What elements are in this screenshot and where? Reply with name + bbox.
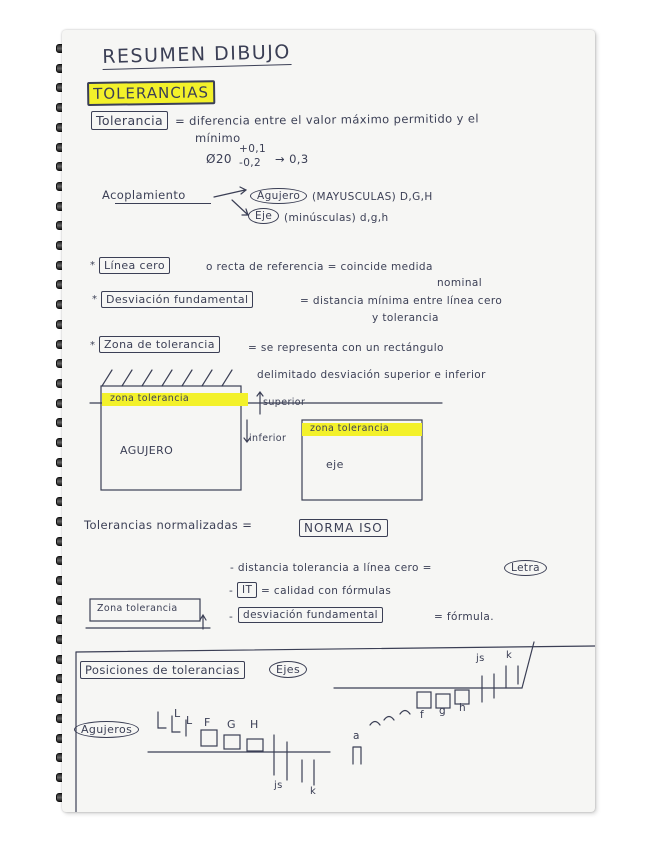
tolerancia-definition-line1: = diferencia entre el valor máximo permitido y el (175, 111, 480, 128)
zona-def-line1: = se representa con un rectángulo (248, 342, 444, 354)
page-title: RESUMEN DIBUJO (102, 41, 292, 68)
zona-tolerancia-mini: Zona tolerancia (97, 603, 178, 614)
hole-letter-H: H (250, 718, 259, 731)
linea-cero-term: Línea cero (99, 257, 170, 274)
desviacion-def-line2: y tolerancia (372, 312, 439, 324)
norma-iso-box: NORMA ISO (299, 519, 388, 537)
zona-term: Zona de tolerancia (99, 336, 220, 353)
tolerancia-example-upper: +0,1 (239, 143, 267, 155)
shaft-top-k: k (506, 650, 513, 661)
normalizadas-bullet-1: - distancia tolerancia a línea cero = (230, 562, 432, 574)
hole-letter-F: F (204, 716, 211, 729)
tolerancia-example-base: Ø20 (206, 152, 232, 166)
linea-cero-bullet: * (90, 260, 96, 271)
superior-label: superior (263, 397, 306, 408)
desviacion-term: Desviación fundamental (101, 291, 253, 308)
eje-rest: (minúsculas) d,g,h (284, 212, 389, 224)
eje-label: Eje (248, 208, 279, 224)
tolerancia-term: Tolerancia (91, 111, 168, 130)
desviacion-def-line1: = distancia mínima entre línea cero (300, 295, 503, 307)
eje-diagram-label: eje (326, 458, 344, 471)
shaft-letter-h: h (459, 702, 467, 714)
tolerancia-example-lower: -0,2 (239, 157, 262, 169)
hole-letter-G: G (227, 718, 236, 731)
ejes-label: Ejes (269, 661, 307, 678)
posiciones-term: Posiciones de tolerancias (80, 661, 245, 679)
bullet-2-dash: - (229, 585, 234, 597)
hole-letter-L2: L (186, 714, 193, 727)
desviacion-bullet: * (92, 294, 98, 305)
inferior-label: inferior (249, 433, 287, 444)
section-heading: TOLERANCIAS (87, 80, 215, 106)
zona-def-line2: delimitado desviación superior e inferior (257, 369, 486, 381)
zona-bullet: * (90, 340, 96, 351)
hole-letter-L1: L (174, 707, 181, 720)
bullet-3-rest: = fórmula. (434, 611, 494, 623)
shaft-top-js: js (476, 653, 485, 664)
linea-cero-def-line2: nominal (437, 277, 483, 289)
agujero-diagram-label: AGUJERO (120, 444, 174, 457)
agujeros-label: Agujeros (74, 721, 139, 738)
hole-bottom-js: js (274, 780, 283, 791)
tolerancia-example-result: → 0,3 (275, 152, 309, 166)
normalizadas-lead: Tolerancias normalizadas = (84, 518, 253, 532)
desviacion-box: desviación fundamental (238, 607, 383, 623)
tolerancia-definition-line2: mínimo (195, 131, 241, 145)
posiciones-diagram (62, 30, 595, 812)
shaft-letter-g: g (439, 705, 447, 717)
bullet-2-rest: = calidad con fórmulas (261, 585, 392, 597)
letra-circle: Letra (504, 560, 547, 576)
notebook-page (62, 30, 595, 812)
shaft-letter-a: a (353, 730, 360, 742)
linea-cero-def-line1: o recta de referencia = coincide medida (206, 261, 433, 273)
agujero-label: Agujero (250, 188, 307, 204)
bullet-3-dash: - (229, 611, 234, 623)
zona-tolerancia-shaft: zona tolerancia (302, 423, 422, 436)
shaft-letter-f: f (420, 709, 425, 721)
zona-tolerancia-hole: zona tolerancia (102, 393, 248, 406)
agujero-rest: (MAYUSCULAS) D,G,H (312, 191, 433, 203)
acoplamiento-term: Acoplamiento (102, 188, 186, 202)
it-box: IT (237, 582, 257, 598)
hole-bottom-k: k (310, 786, 317, 797)
